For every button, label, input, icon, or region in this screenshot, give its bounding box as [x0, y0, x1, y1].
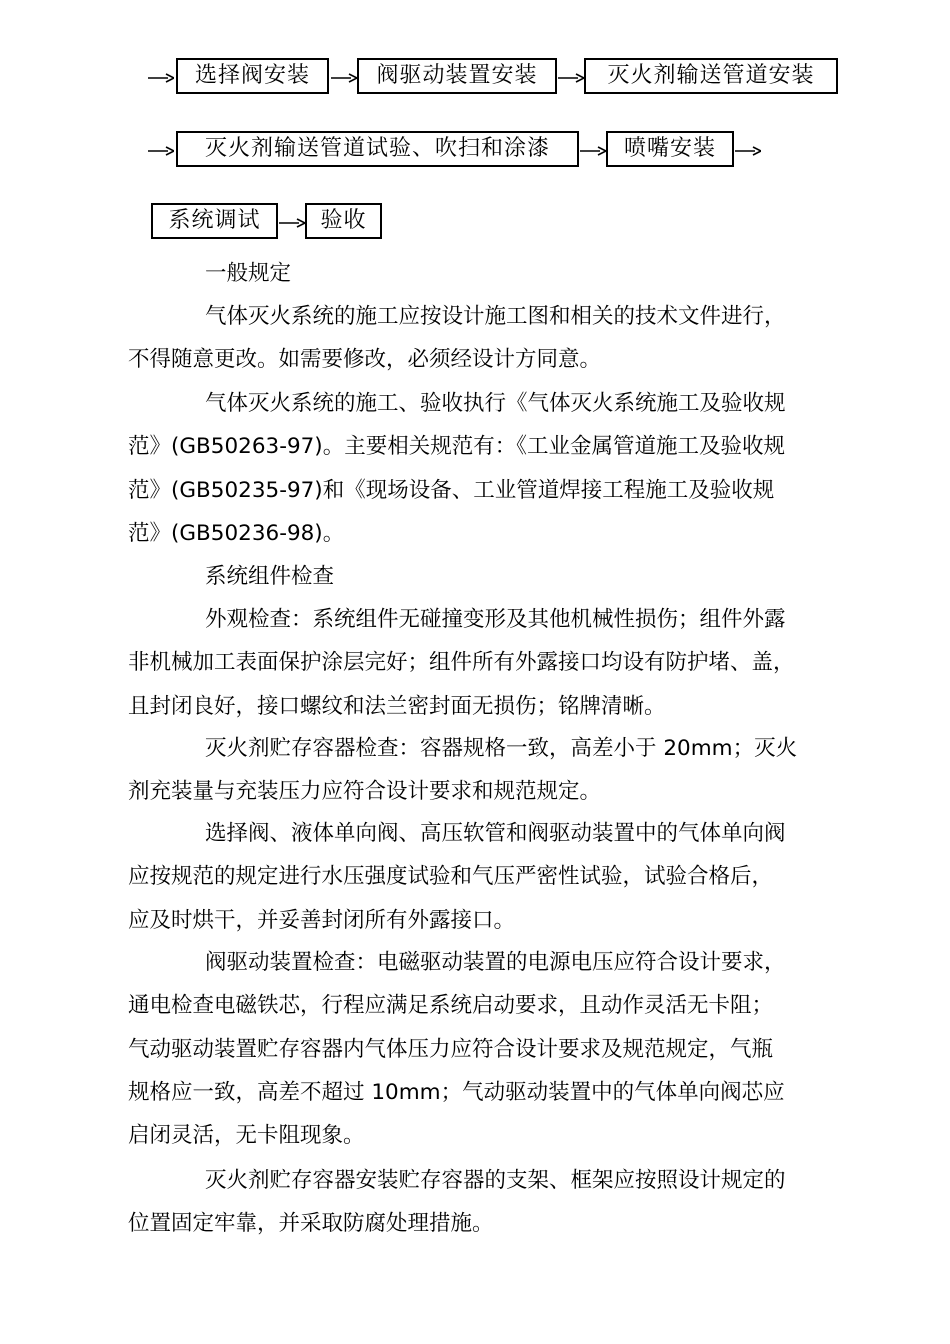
flow-step-acceptance: 验收	[305, 203, 382, 239]
text-line: 气动驱动装置贮存容器内气体压力应符合设计要求及规范规定，气瓶	[128, 1036, 774, 1062]
text-line: 灭火剂贮存容器检查：容器规格一致，高差小于 20mm；灭火	[205, 736, 798, 761]
text-line: 范》(GB50263-97)。主要相关规范有：《工业金属管道施工及验收规	[128, 434, 785, 460]
text-line: 且封闭良好，接口螺纹和法兰密封面无损伤；铭牌清晰。	[128, 693, 666, 719]
text-line: 气体灭火系统的施工应按设计施工图和相关的技术文件进行，	[205, 304, 786, 329]
flow-row-3	[0, 203, 950, 243]
text-line: 灭火剂贮存容器安装贮存容器的支架、框架应按照设计规定的	[205, 1168, 786, 1193]
flow-row-2	[0, 131, 950, 171]
flow-step-pipe-test: 灭火剂输送管道试验、吹扫和涂漆	[176, 131, 579, 167]
section-heading-general	[128, 252, 888, 295]
paragraph-3	[128, 598, 888, 728]
arrow-icon	[580, 144, 606, 158]
arrow-icon	[558, 71, 584, 85]
text-line: 应按规范的规定进行水压强度试验和气压严密性试验，试验合格后，	[128, 864, 774, 890]
arrow-icon	[279, 216, 305, 230]
arrow-icon	[331, 71, 357, 85]
text-line: 外观检查：系统组件无碰撞变形及其他机械性损伤；组件外露	[205, 607, 786, 632]
heading-text: 系统组件检查	[205, 564, 335, 589]
arrow-icon	[148, 71, 174, 85]
flow-step-commissioning: 系统调试	[151, 203, 278, 239]
arrow-icon	[148, 144, 174, 158]
text-line: 剂充装量与充装压力应符合设计要求和规范规定。	[128, 779, 602, 805]
section-heading-check	[128, 555, 888, 598]
flow-step-pipe-install: 灭火剂输送管道安装	[584, 58, 838, 94]
paragraph-7	[128, 1159, 888, 1246]
paragraph-6	[128, 941, 888, 1157]
text-line: 不得随意更改。如需要修改，必须经设计方同意。	[128, 347, 602, 373]
flow-step-select-valve: 选择阀安装	[176, 58, 329, 94]
paragraph-4	[128, 727, 888, 814]
paragraph-2	[128, 382, 888, 555]
flow-row-1	[0, 58, 950, 98]
paragraph-5	[128, 812, 888, 942]
text-line: 阀驱动装置检查：电磁驱动装置的电源电压应符合设计要求，	[205, 950, 786, 975]
text-line: 非机械加工表面保护涂层完好；组件所有外露接口均设有防护堵、盖，	[128, 650, 795, 676]
text-line: 范》(GB50236-98)。	[128, 520, 345, 546]
text-line: 规格应一致，高差不超过 10mm；气动驱动装置中的气体单向阀芯应	[128, 1079, 785, 1105]
arrow-icon	[735, 144, 761, 158]
flow-step-nozzle: 喷嘴安装	[606, 131, 734, 167]
text-line: 通电检查电磁铁芯，行程应满足系统启动要求，且动作灵活无卡阻；	[128, 993, 774, 1019]
flow-step-valve-driver: 阀驱动装置安装	[357, 58, 557, 94]
text-line: 位置固定牢靠，并采取防腐处理措施。	[128, 1211, 494, 1237]
text-line: 气体灭火系统的施工、验收执行《气体灭火系统施工及验收规	[205, 391, 786, 416]
text-line: 范》(GB50235-97)和《现场设备、工业管道焊接工程施工及验收规	[128, 477, 775, 503]
text-line: 启闭灵活，无卡阻现象。	[128, 1123, 365, 1149]
text-line: 选择阀、液体单向阀、高压软管和阀驱动装置中的气体单向阀	[205, 821, 786, 846]
text-line: 应及时烘干，并妥善封闭所有外露接口。	[128, 907, 516, 933]
paragraph-1	[128, 295, 888, 382]
heading-text: 一般规定	[205, 261, 292, 286]
